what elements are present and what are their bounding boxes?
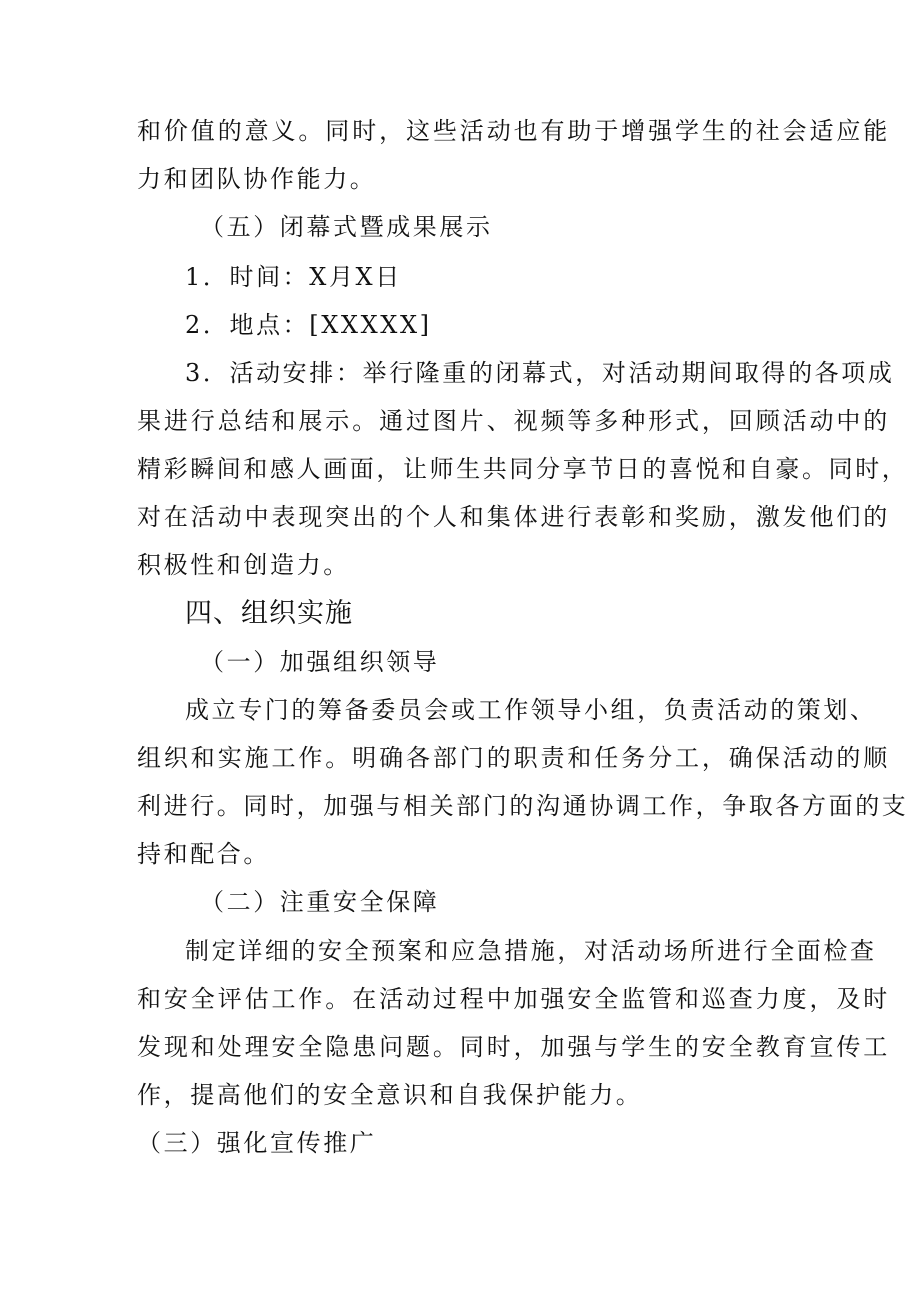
section-subheading: （五）闭幕式暨成果展示: [200, 213, 493, 241]
paragraph-line: 对在活动中表现突出的个人和集体进行表彰和奖励，激发他们的: [137, 503, 891, 531]
paragraph-line: 和价值的意义。同时，这些活动也有助于增强学生的社会适应能: [137, 117, 891, 145]
paragraph-line: 作，提高他们的安全意识和自我保护能力。: [137, 1081, 643, 1109]
list-item: 2．地点：[XXXXX]: [185, 311, 432, 339]
paragraph-line: 组织和实施工作。明确各部门的职责和任务分工，确保活动的顺: [137, 744, 891, 772]
paragraph-line: 积极性和创造力。: [137, 551, 350, 579]
list-item: 1．时间：X月X日: [185, 263, 402, 291]
list-item: 3．活动安排：举行隆重的闭幕式，对活动期间取得的各项成: [185, 359, 895, 387]
section-subheading: （二）注重安全保障: [200, 888, 440, 916]
paragraph-line: 果进行总结和展示。通过图片、视频等多种形式，回顾活动中的: [137, 407, 891, 435]
section-subheading: （一）加强组织领导: [200, 648, 440, 676]
paragraph-line: 力和团队协作能力。: [137, 165, 377, 193]
section-subheading: （三）强化宣传推广: [137, 1129, 377, 1157]
paragraph-line: 和安全评估工作。在活动过程中加强安全监管和巡查力度，及时: [137, 985, 891, 1013]
section-heading: 四、组织实施: [185, 598, 353, 629]
paragraph-line: 制定详细的安全预案和应急措施，对活动场所进行全面检查: [185, 937, 877, 965]
paragraph-line: 精彩瞬间和感人画面，让师生共同分享节日的喜悦和自豪。同时，: [137, 455, 909, 483]
paragraph-line: 利进行。同时，加强与相关部门的沟通协调工作，争取各方面的支: [137, 792, 909, 820]
paragraph-line: 发现和处理安全隐患问题。同时，加强与学生的安全教育宣传工: [137, 1033, 891, 1061]
paragraph-line: 持和配合。: [137, 840, 270, 868]
paragraph-line: 成立专门的筹备委员会或工作领导小组，负责活动的策划、: [185, 696, 877, 724]
